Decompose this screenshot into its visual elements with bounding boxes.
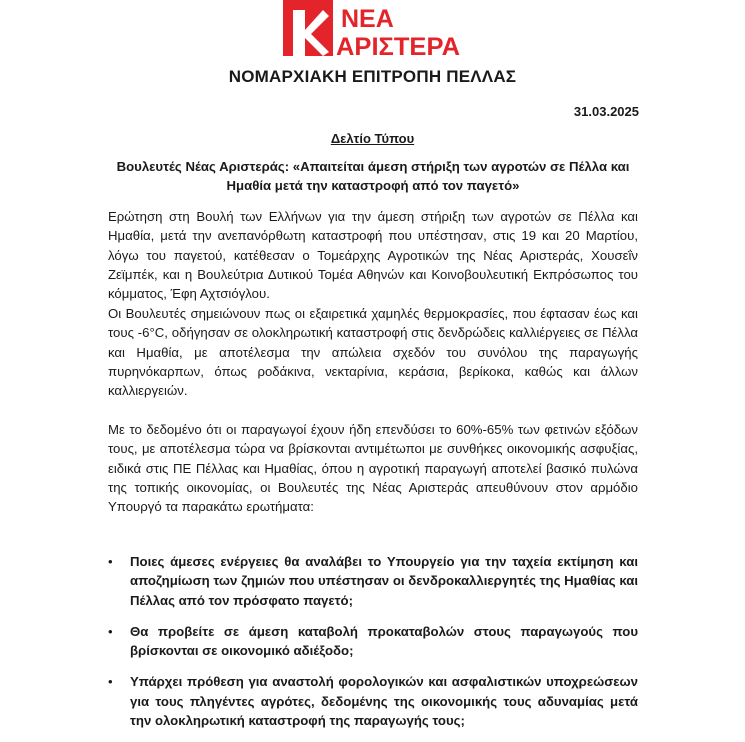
body-paragraph: Με το δεδομένο ότι οι παραγωγοί έχουν ήδη επενδύσει το 60%-65% των φετινών εξόδων τους, με αποτέλεσμα τώρα να βρίσκονται αντιμέτωποι με συνθήκες οικονομικής ασφυξίας, ειδικά στις ΠΕ Πέλλας και Ημαθίας, όπου η αγροτική παραγωγή αποτελεί βασικό πυλώνα της τοπικής οικονομίας, οι Βουλευτές της Νέας Αριστεράς απευθύνουν στον αρμόδιο Υπουργό τα παρακάτω ερωτήματα: [108,422,638,515]
question-text: Υπάρχει πρόθεση για αναστολή φορολογικών και ασφαλιστικών υποχρεώσεων για τους πληγέντες αγρότες, δεδομένης της οικονομικής τους αδυναμίας μετά την ολοκληρωτική καταστροφή της παραγωγής τους; [130,674,638,729]
logo-line2: ΑΡΙΣΤΕΡΑ [336,33,460,58]
questions-list [108,552,638,742]
question-text: Ποιες άμεσες ενέργειες θα αναλάβει το Υπουργείο για την ταχεία εκτίμηση και αποζημίωση των ζημιών που υπέστησαν οι δενδροκαλλιεργητές της Ημαθίας και Πέλλας από τον πρόσφατο παγετό; [130,554,638,608]
question-text: Θα προβείτε σε άμεση καταβολή προκαταβολών στους παραγωγούς που βρίσκονται σε οικονομικό αδιέξοδο; [130,623,638,659]
body-paragraph: Οι Βουλευτές σημειώνουν πως οι εξαιρετικά χαμηλές θερμοκρασίες, που έφτασαν έως και τους -6°C, οδήγησαν σε ολοκληρωτική καταστροφή στις δενδρώδεις καλλιέργειες σε Πέλλα και Ημαθία, με αποτέλεσμα την απώλεια σχεδόν του συνόλου της παραγωγής πυρηνόκαρπων, όπως ροδάκινα, νεκταρίνια, κεράσια, βερίκοκα, καθώς και άλλων καλλιεργειών. [108,306,638,399]
party-logo [283,0,463,58]
question-item [108,672,638,730]
press-release-label: Δελτίο Τύπου [330,131,415,146]
press-release-subtitle: Βουλευτές Νέας Αριστεράς: «Απαιτείται άμεση στήριξη των αγροτών σε Πέλλα και Ημαθία μετά την καταστροφή από τον παγετό» [116,159,630,193]
committee-title: ΝΟΜΑΡΧΙΑΚΗ ΕΠΙΤΡΟΠΗ ΠΕΛΛΑΣ [228,67,517,86]
logo-line1: ΝΕΑ [341,5,394,33]
document-date: 31.03.2025 [573,104,639,119]
logo-graphic [283,0,463,58]
bullet: • [108,674,113,690]
question-item [108,622,638,661]
question-item [108,552,638,610]
body-paragraph: Ερώτηση στη Βουλή των Ελλήνων για την άμεση στήριξη των αγροτών σε Πέλλα και Ημαθία, μετά την ανεπανόρθωτη καταστροφή που υπέστησαν, στις 19 και 20 Μαρτίου, λόγω του παγετού, κατέθεσαν ο Τομεάρχης Αγροτικών της Νέας Αριστεράς, Χουσεΐν Ζεϊμπέκ, και η Βουλεύτρια Δυτικού Τομέα Αθηνών και Κοινοβουλευτική Εκπρόσωπος του κόμματος, Έφη Αχτσιόγλου. [108,209,638,302]
bullet: • [108,623,113,639]
bullet: • [108,554,113,569]
